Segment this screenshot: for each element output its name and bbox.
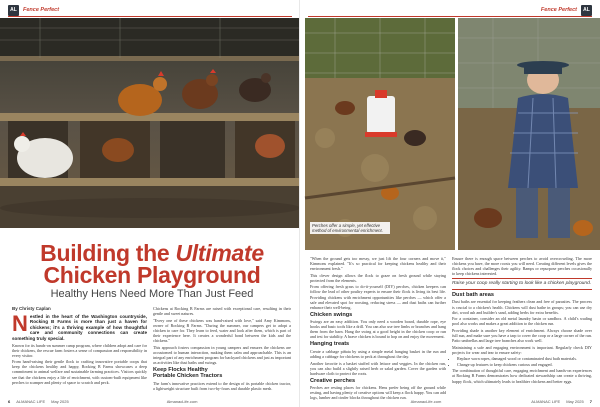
section-title: Fence Perfect <box>540 7 577 13</box>
issue-date: May 2025 <box>566 399 584 404</box>
magazine-name: ALMANAC LIFE <box>16 399 46 404</box>
left-section-header <box>8 4 59 16</box>
lede-paragraph <box>12 311 147 341</box>
magazine-name: ALMANAC LIFE <box>531 399 561 404</box>
farmer-with-chickens-image <box>458 18 600 250</box>
byline: By Christy Caplan <box>12 306 51 311</box>
drop-cap: N <box>12 311 28 336</box>
almanac-logo-badge: AL <box>8 5 19 16</box>
headline-emphasis: Ultimate <box>175 240 264 266</box>
header-rule <box>8 16 292 17</box>
section-title: Fence Perfect <box>23 7 60 13</box>
subsection-heading <box>153 367 291 380</box>
body-paragraph: For a container, consider an old metal laundry basin or sandbox. A child's wading pool also works and makes a great addition to the chicken run. <box>452 316 592 327</box>
body-paragraph: Dust baths are essential for keeping feathers clean and free of parasites. The process is crucial to a chicken's health. Chickens will dust bathe in groups; you can use dry dirt, wood ash and builder's sand, adding herbs for extra benefits. <box>452 299 592 315</box>
photo-caption: Perches offer a simple, yet effective method of environmental enrichment. <box>310 222 390 234</box>
right-column-1 <box>310 256 446 401</box>
body-paragraph: Maintaining a safe and engaging environment is important. Regularly check DIY projects for wear and tear to ensure safety: <box>452 344 592 355</box>
body-paragraph: Swings are an easy addition. You only need a wooden board, durable rope, eye hooks and basic tools like a drill. You can also use tree limbs or branches and hang them from the barn. Hang the swing at a good height in the chicken coop or run and test for stability. A brave chicken is bound to hop on and enjoy the movement. <box>310 319 446 340</box>
issue-date: May 2025 <box>51 399 69 404</box>
headline-part-2: Chicken Playground <box>43 262 261 288</box>
body-paragraph: Providing shade is another key element of enrichment. Always choose shade over full sun, and make sure you have a tarp to cover the coop or a large corner of the run. Patio umbrellas and large tree branches also work well. <box>452 327 592 343</box>
body-paragraph: Perches are resting places for chickens. Hens prefer being off the ground while resting, and having plenty of creative options will keep a flock happy. You can add logs, lumber and cinder blocks throughout the chicken run. <box>310 385 446 401</box>
left-footer <box>8 399 197 404</box>
body-paragraph: Ensure there is enough space between perches to avoid overcrowding. The more chickens you have, the more roosts you will need. Creating different levels gives the flock choices and challenges their agility. Ramps or repurpose perches occasionally to keep chickens interested. <box>452 256 592 277</box>
body-paragraph: Another favorite is a basket stuffed with lettuce and veggies. In the chicken run, you can also build a slightly raised herb or salad garden. Cover the garden with hardware cloth to protect the roots. <box>310 360 446 376</box>
heading-line-2: Portable Chicken Tractors <box>153 373 223 380</box>
subsection-heading: Chicken swings <box>310 311 353 318</box>
article-headline <box>10 242 294 286</box>
body-paragraph: This approach fosters compassion in young campers and ensures the chickens are accustomed to human interaction, making them calm and approachable. This is an integral part of any enrichment program for backyard chickens and just as important as activities like dust baths and swings. <box>153 344 292 365</box>
chicken-coop-image <box>0 18 300 228</box>
almanac-logo-badge: AL <box>581 5 592 16</box>
body-paragraph: From hand-raising their gentle flock to crafting innovative portable coops that keep the chickens healthy and happy, Rocking B Farms showcases a deep commitment to animal welfare and sustainable farming practices. Visitors quickly see that the chickens enjoy a life of enrichment, with custom-built equipment like perches to scamper and plenty of space to scratch and peck. <box>12 359 147 385</box>
coop-photo <box>0 18 300 228</box>
right-section-header <box>541 4 592 16</box>
chicken-run-image <box>305 18 455 250</box>
website: AlmanacLife.com <box>166 399 198 404</box>
list-item: • Replace worn ropes, damaged wood or contaminated dust bath materials. <box>457 356 592 361</box>
list-item: • Change up features to keep chickens curious and engaged. <box>457 362 592 367</box>
left-column-2 <box>153 306 291 398</box>
heading-line-1: Keep Flocks Healthy <box>153 366 208 373</box>
header-rule <box>308 16 592 17</box>
body-paragraph: Chickens at Rocking B Farms are raised with exceptional care, resulting in their gentle and sweet natures. <box>153 306 291 317</box>
body-paragraph: The farm's innovative practices extend to the design of its portable chicken tractor, a lightweight structure built from two-by-fours and durable plastic mesh. <box>153 380 291 391</box>
right-column-2 <box>452 256 592 396</box>
headline-part: Building the <box>40 240 176 266</box>
body-paragraph: The combination of thoughtful care, engaging enrichment and hands-on experiences at Rocking B Farms demonstrates how dedicated stewardship can create a thriving, happy flock, which ultimately leads to healthier chickens and better eggs. <box>452 368 592 384</box>
farmer-photo <box>458 18 600 250</box>
website: AlmanacLife.com <box>410 399 442 404</box>
page-number: 7 <box>589 399 592 404</box>
chicken-run-photo <box>305 18 455 250</box>
body-paragraph: From offering fresh grass to do-it-yourself (DIY) perches, chicken keepers can follow the lead of other poultry experts to ensure their flock is living its best life. Providing chickens with enrichment opportunities like perches — which offer a safe and elevated spot for roosting, reducing stress — and dust baths can further enhance their well-being. <box>310 284 446 310</box>
body-paragraph: Create a cabbage piñata by using a simple metal hanging basket in the run and adding a cabbage for chickens to peck at throughout the day. <box>310 348 446 359</box>
body-paragraph: Known for its hands-on summer camp program, where children adopt and care for their chickens, the rescue farm fosters a sense of compassion and responsibility in every visitor. <box>12 342 147 358</box>
article-subhead: Healthy Hens Need More Than Just Feed <box>50 288 254 300</box>
subsection-heading: Hanging treats <box>310 341 350 348</box>
pull-quote: Raise your coop really starting to look like a chicken playground. <box>452 278 592 290</box>
maintenance-list <box>452 356 592 367</box>
subsection-heading: Dust bath areas <box>452 291 494 298</box>
right-footer <box>411 399 592 404</box>
body-paragraph: "Every one of these chickens was hand-raised with love," said Amy Kimmons, owner of Rocking B Farms. "During the summer, our campers get to adopt a chicken to care for. They learn to feed, water and look after them, which is part of their experience here. It creates a wonderful bond between the kids and the chickens." <box>153 317 291 343</box>
page-number: 6 <box>8 399 11 404</box>
lede-text: estled in the heart of the Washington countryside, Rocking B Farms is more than just a haven for chickens; it's a thriving example of how thoughtful care and community connections can create something truly special. <box>12 314 147 341</box>
right-page <box>300 0 600 407</box>
body-paragraph: This clever design allows the flock to graze on fresh ground while staying protected from the elements. <box>310 272 446 283</box>
subsection-heading: Creative perches <box>310 377 356 384</box>
left-column-1 <box>12 311 147 398</box>
body-paragraph: "When the ground gets too messy, we just lift the four corners and move it," Kimmons explained. "It's so practical for keeping chickens healthy and their environment fresh." <box>310 256 446 272</box>
